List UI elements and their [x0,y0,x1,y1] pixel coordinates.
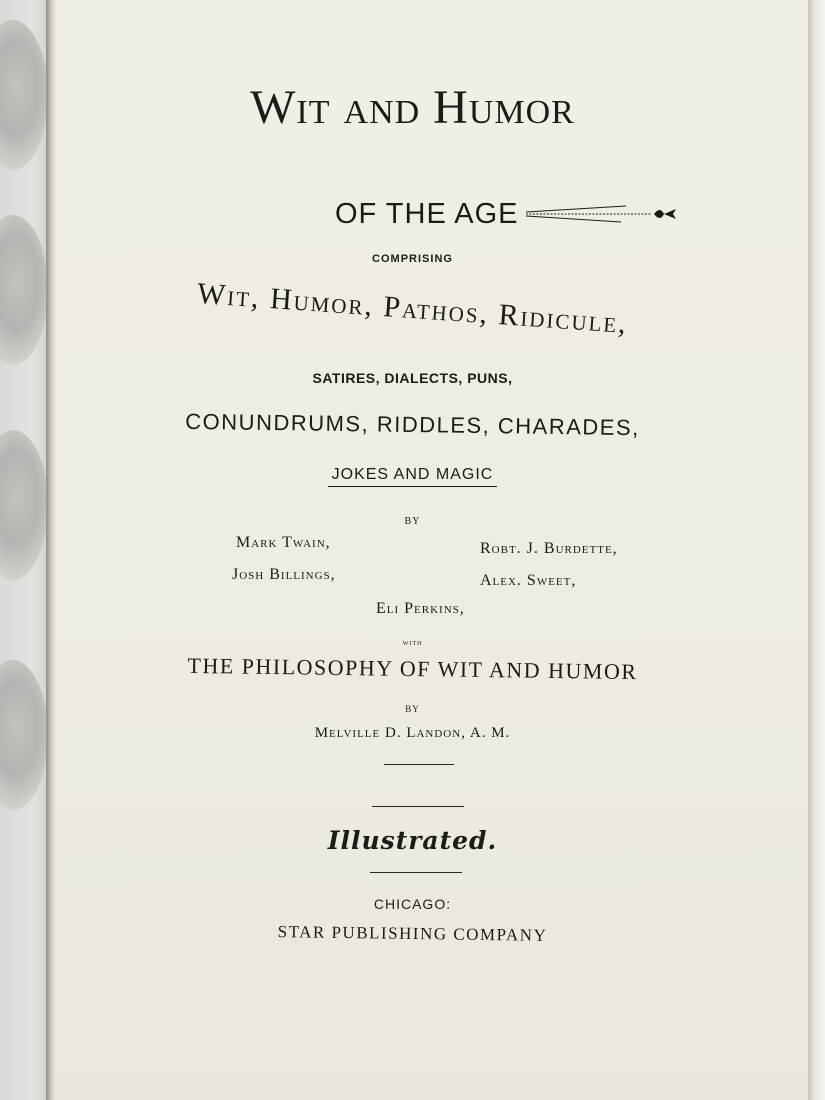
with-label: with [402,637,423,647]
divider-rule [372,806,464,807]
by-label: BY [405,704,420,714]
divider-rule [384,764,454,765]
author-name: Robt. J. Burdette, [480,540,618,557]
author-name: Eli Perkins, [376,600,465,617]
contents-line-4: JOKES AND MAGIC [0,466,825,487]
author-name: Melville D. Landon, A. M. [314,725,511,741]
author-name: Mark Twain, [236,534,331,551]
contents-line-3: CONUNDRUMS, RIDDLES, CHARADES, [185,408,640,441]
divider-rule [370,872,462,873]
portrait-image [0,430,48,580]
comprising-label: COMPRISING [372,253,453,265]
author-name: Alex. Sweet, [480,572,577,589]
book-title: Wit and Humor [250,81,575,134]
illustrated-label: Illustrated. [327,826,498,855]
publisher-name: STAR PUBLISHING COMPANY [277,922,548,945]
contents-line-1: Wit, Humor, Pathos, Ridicule, [196,276,629,341]
book-subtitle: OF THE AGE [335,198,686,231]
author-name: Josh Billings, [232,566,336,583]
philosophy-title: THE PHILOSOPHY OF WIT AND HUMOR [187,652,638,685]
publisher-city: CHICAGO: [373,896,452,912]
by-label: BY [404,516,421,527]
contents-line-2: SATIRES, DIALECTS, PUNS, [312,370,513,386]
flourish-ornament [526,202,686,228]
